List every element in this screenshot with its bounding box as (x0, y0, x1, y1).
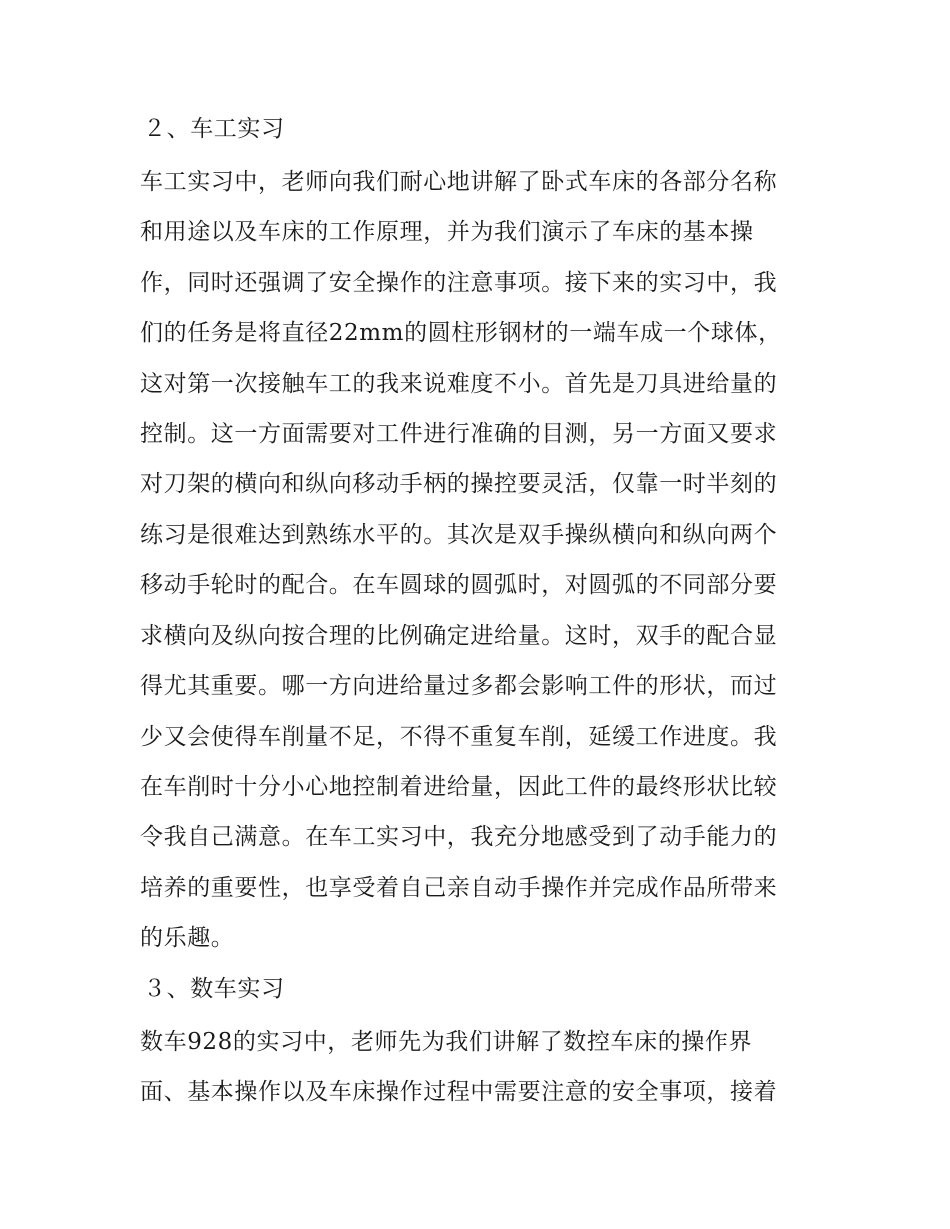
paragraph-line: 数车928的实习中，老师先为我们讲解了数控车床的操作界 (140, 1029, 753, 1055)
paragraph-line: 培养的重要性，也享受着自己亲自动手操作并完成作品所带来 (140, 875, 778, 901)
paragraph-line: 求横向及纵向按合理的比例确定进给量。这时，双手的配合显 (140, 623, 778, 649)
paragraph-line: 练习是很难达到熟练水平的。其次是双手操纵横向和纵向两个 (140, 522, 778, 548)
paragraph-line: 这对第一次接触车工的我来说难度不小。首先是刀具进给量的 (140, 371, 778, 397)
paragraph-line: 在车削时十分小心地控制着进给量，因此工件的最终形状比较 (140, 774, 778, 800)
paragraph-line: 的乐趣。 (140, 925, 235, 951)
paragraph-line: 和用途以及车床的工作原理，并为我们演示了车床的基本操 (140, 219, 754, 245)
paragraph-line: 面、基本操作以及车床操作过程中需要注意的安全事项，接着 (140, 1079, 778, 1105)
paragraph-line: 控制。这一方面需要对工件进行准确的目测，另一方面又要求 (140, 421, 778, 447)
paragraph-line: 对刀架的横向和纵向移动手柄的操控要灵活，仅靠一时半刻的 (140, 471, 778, 497)
paragraph-line: 令我自己满意。在车工实习中，我充分地感受到了动手能力的 (140, 824, 778, 850)
paragraph-line: 少又会使得车削量不足，不得不重复车削，延缓工作进度。我 (140, 724, 778, 750)
section-heading-turning: ２、车工实习 (143, 116, 285, 142)
section-heading-cnc: ３、数车实习 (143, 976, 285, 1002)
paragraph-line: 作，同时还强调了安全操作的注意事项。接下来的实习中，我 (140, 270, 778, 296)
paragraph-line: 们的任务是将直径22mm的圆柱形钢材的一端车成一个球体， (140, 320, 782, 346)
paragraph-line: 得尤其重要。哪一方向进给量过多都会影响工件的形状，而过 (140, 673, 778, 699)
paragraph-line: 车工实习中，老师向我们耐心地讲解了卧式车床的各部分名称 (140, 169, 778, 195)
paragraph-line: 移动手轮时的配合。在车圆球的圆弧时，对圆弧的不同部分要 (140, 572, 778, 598)
